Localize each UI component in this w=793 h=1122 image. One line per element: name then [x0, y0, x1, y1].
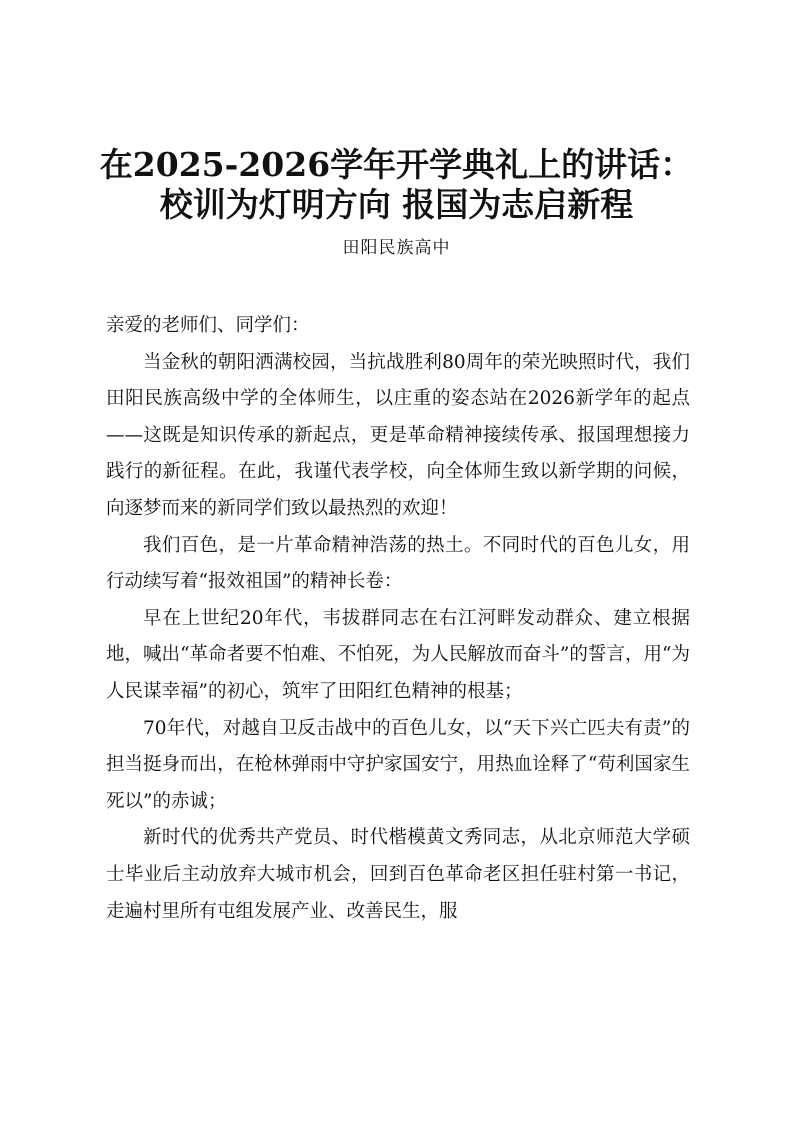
- document-author: 田阳民族高中: [342, 238, 451, 258]
- document-body: [106, 308, 690, 930]
- salutation: 亲爱的老师们、同学们：: [106, 315, 310, 336]
- document-title-line-2: 校训为灯明方向 报国为志启新程: [159, 185, 634, 224]
- paragraph-5: 新时代的优秀共产党员、时代楷模黄文秀同志，从北京师范大学硕士毕业后主动放弃大城市机会，回到百色革命老区担任驻村第一书记，走遍村里所有屯组发展产业、改善民生，服: [106, 827, 690, 922]
- document-title-line-1: 在2025-2026学年开学典礼上的讲话：: [99, 145, 694, 184]
- paragraph-4: 70年代，对越自卫反击战中的百色儿女，以“天下兴亡匹夫有责”的担当挺身而出，在枪林弹雨中守护家国安宁，用热血诠释了“苟利国家生死以”的赤诚；: [106, 717, 690, 812]
- paragraph-3: 早在上世纪20年代，韦拔群同志在右江河畔发动群众、建立根据地，喊出“革命者要不怕难、不怕死，为人民解放而奋斗”的誓言，用“为人民谋幸福”的初心，筑牢了田阳红色精神的根基；: [106, 607, 690, 702]
- paragraph-2: 我们百色，是一片革命精神浩荡的热土。不同时代的百色儿女，用行动续写着“报效祖国”的精神长卷：: [106, 534, 690, 593]
- paragraph-1: 当金秋的朝阳洒满校园，当抗战胜利80周年的荣光映照时代，我们田阳民族高级中学的全体师生，以庄重的姿态站在2026新学年的起点——这既是知识传承的新起点，更是革命精神接续传承、报国理想接力践行的新征程。在此，我谨代表学校，向全体师生致以新学期的问候，向逐梦而来的新同学们致以最热烈的欢迎！: [106, 351, 690, 519]
